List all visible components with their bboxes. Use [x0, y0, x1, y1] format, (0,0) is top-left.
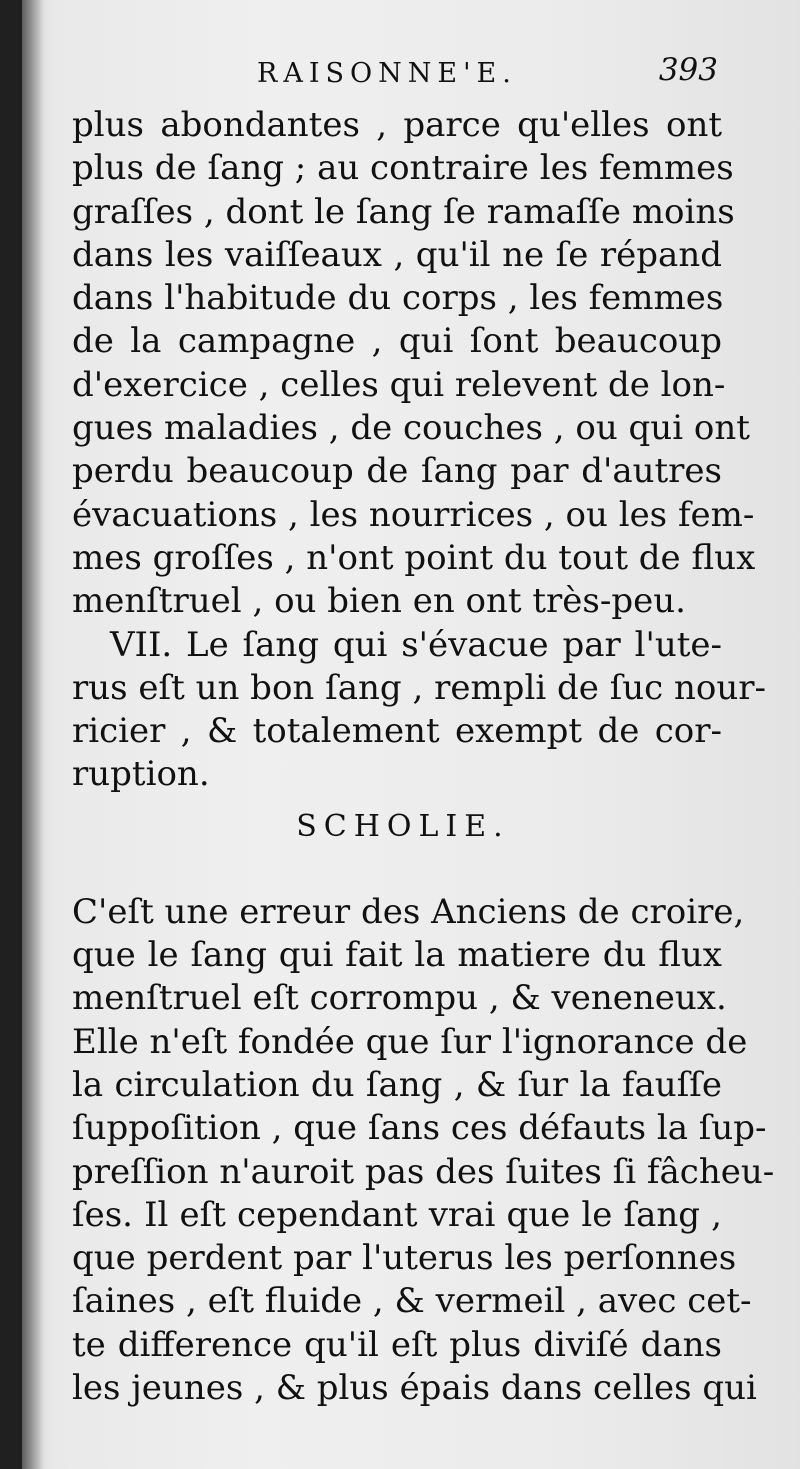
text-line: ſuppoſition , que ſans ces défauts la ſup- — [72, 1108, 767, 1149]
binding-shadow — [22, 0, 44, 1469]
text-line: mes groſſes , n'ont point du tout de flux — [72, 537, 756, 578]
text-line: les jeunes , & plus épais dans celles qui — [72, 1368, 757, 1409]
text-line: graſſes , dont le ſang ſe ramaſſe moins — [72, 191, 735, 232]
text-line: menſtruel eſt corrompu , & veneneux. — [72, 978, 727, 1019]
text-line: évacuations , les nourrices , ou les fem- — [72, 494, 755, 535]
text-line: plus abondantes , parce qu'elles ont — [72, 105, 722, 145]
text-line: ruption. — [72, 754, 210, 795]
running-title: RAISONNE'E. — [257, 58, 517, 89]
text-line: que perdent par l'uterus les perſonnes — [72, 1238, 737, 1279]
text-line: Elle n'eſt fondée que ſur l'ignorance de — [72, 1021, 748, 1062]
page-number: 393 — [658, 52, 718, 88]
text-line: plus de ſang ; au contraire les femmes — [72, 148, 734, 189]
text-line: C'eſt une erreur des Anciens de croire, — [72, 891, 745, 932]
text-line: la circulation du ſang , & ſur la fauſſe — [72, 1064, 722, 1105]
text-line: d'exercice , celles qui relevent de lon- — [72, 364, 726, 405]
text-line: te difference qu'il eſt plus diviſé dans — [72, 1324, 722, 1365]
text-line: ſaines , eſt fluide , & vermeil , avec cet- — [72, 1281, 752, 1322]
text-line: de la campagne , qui ſont beaucoup — [72, 321, 722, 362]
running-head — [72, 48, 722, 104]
section-spacer — [72, 857, 722, 891]
paragraph-1 — [72, 104, 756, 624]
text-line: rus eſt un bon ſang , rempli de ſuc nour- — [72, 667, 767, 708]
paragraph-3 — [72, 891, 775, 1411]
text-line: perdu beaucoup de ſang par d'autres — [72, 451, 722, 492]
text-line: ricier , & totalement exempt de cor- — [72, 711, 722, 752]
text-line: que le ſang qui fait la matiere du flux — [72, 935, 722, 976]
text-line: menſtruel , ou bien en ont très-peu. — [72, 581, 686, 622]
text-line: dans les vaiſſeaux , qu'il ne ſe répand — [72, 234, 722, 275]
page-text-block — [72, 48, 775, 1410]
section-heading: SCHOLIE. — [296, 808, 510, 844]
text-line: VII. Le ſang qui s'évacue par l'ute- — [110, 624, 722, 665]
text-line: dans l'habitude du corps , les femmes — [72, 278, 724, 319]
text-line: gues maladies , de couches , ou qui ont — [72, 408, 750, 449]
text-line: preſſion n'auroit pas des ſuites ſi fâcheu- — [72, 1151, 775, 1192]
text-line: ſes. Il eſt cependant vrai que le ſang , — [72, 1194, 722, 1235]
paragraph-2 — [72, 624, 767, 797]
